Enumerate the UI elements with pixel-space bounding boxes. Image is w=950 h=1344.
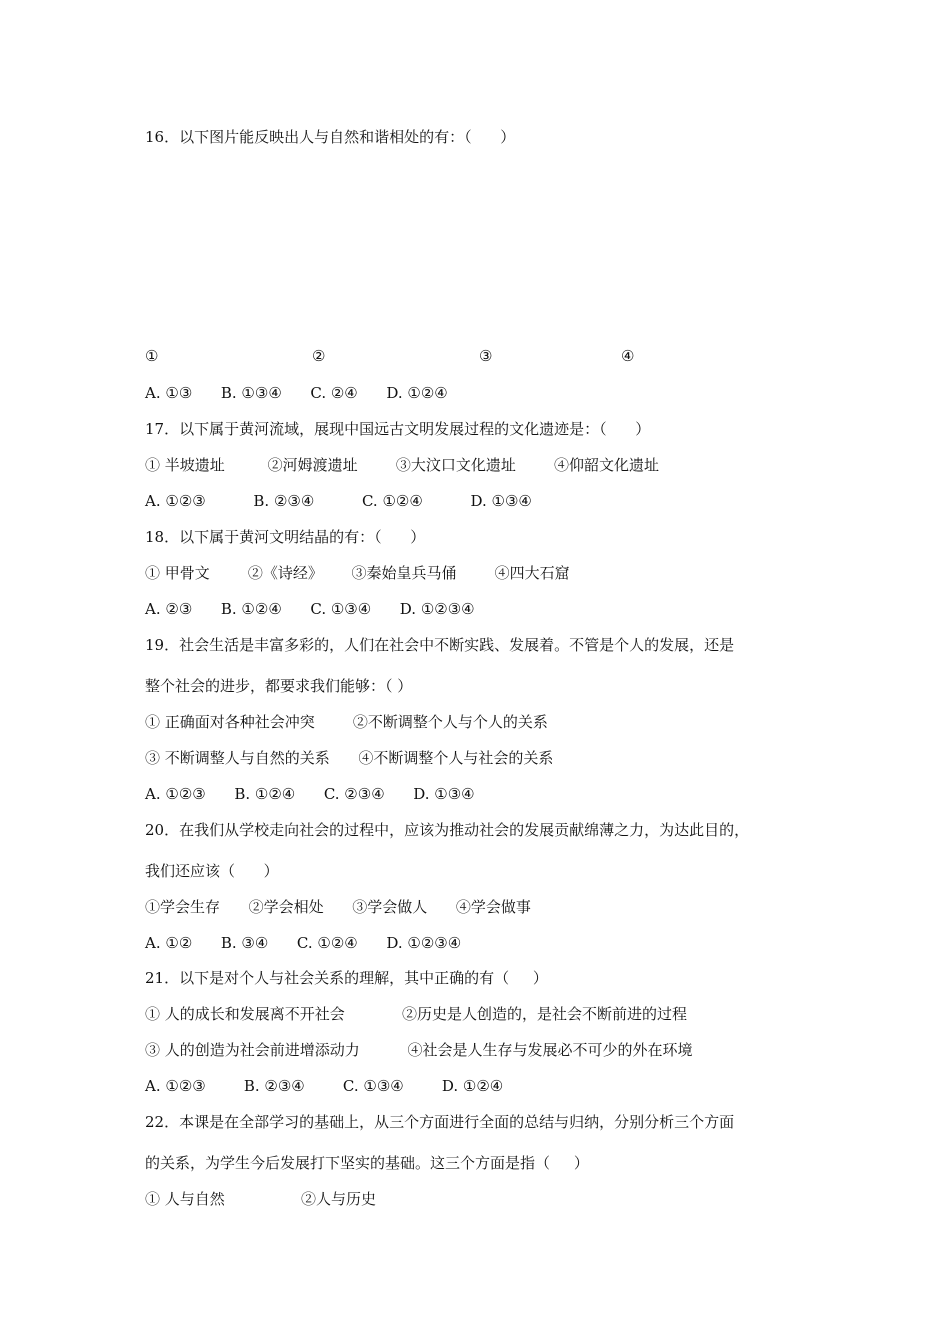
question-19-stem-line1: 19．社会生活是丰富多彩的，人们在社会中不断实践、发展着。不管是个人的发展，还是 [145,636,735,654]
question-17-answers: A. ①②③ B. ②③④ C. ①②④ D. ①③④ [145,492,532,510]
question-16-answers: A. ①③ B. ①③④ C. ②④ D. ①②④ [145,384,448,402]
image-label-2: ② [312,347,326,365]
question-22-stem-line2: 的关系，为学生今后发展打下坚实的基础。这三个方面是指（ ） [145,1154,589,1172]
question-19-stem-line2: 整个社会的进步，都要求我们能够：（ ） [145,677,413,695]
question-17-options: ① 半坡遗址 ②河姆渡遗址 ③大汶口文化遗址 ④仰韶文化遗址 [145,456,659,474]
question-21-options-line2: ③ 人的创造为社会前进增添动力 ④社会是人生存与发展必不可少的外在环境 [145,1041,693,1059]
question-20-stem-line2: 我们还应该（ ） [145,862,279,880]
question-20-options: ①学会生存 ②学会相处 ③学会做人 ④学会做事 [145,898,531,916]
question-19-options-line1: ① 正确面对各种社会冲突 ②不断调整个人与个人的关系 [145,713,548,731]
question-17-stem: 17．以下属于黄河流域，展现中国远古文明发展过程的文化遗迹是：（ ） [145,420,651,438]
question-22-stem-line1: 22．本课是在全部学习的基础上，从三个方面进行全面的总结与归纳，分别分析三个方面 [145,1113,735,1131]
question-18-options: ① 甲骨文 ②《诗经》 ③秦始皇兵马俑 ④四大石窟 [145,564,570,582]
question-19-answers: A. ①②③ B. ①②④ C. ②③④ D. ①③④ [145,785,475,803]
question-21-answers: A. ①②③ B. ②③④ C. ①③④ D. ①②④ [145,1077,504,1095]
image-label-1: ① [145,347,159,365]
question-21-options-line1: ① 人的成长和发展离不开社会 ②历史是人创造的，是社会不断前进的过程 [145,1005,687,1023]
question-21-stem: 21．以下是对个人与社会关系的理解，其中正确的有（ ） [145,969,548,987]
image-label-3: ③ [479,347,493,365]
question-19-options-line2: ③ 不断调整人与自然的关系 ④不断调整个人与社会的关系 [145,749,554,767]
question-16-stem: 16．以下图片能反映出人与自然和谐相处的有：（ ） [145,128,516,146]
image-label-4: ④ [621,347,635,365]
question-20-stem-line1: 20．在我们从学校走向社会的过程中，应该为推动社会的发展贡献绵薄之力，为达此目的， [145,821,750,839]
question-22-options: ① 人与自然 ②人与历史 [145,1190,377,1208]
question-18-stem: 18．以下属于黄河文明结晶的有：（ ） [145,528,426,546]
question-18-answers: A. ②③ B. ①②④ C. ①③④ D. ①②③④ [145,600,475,618]
question-20-answers: A. ①② B. ③④ C. ①②④ D. ①②③④ [145,934,462,952]
